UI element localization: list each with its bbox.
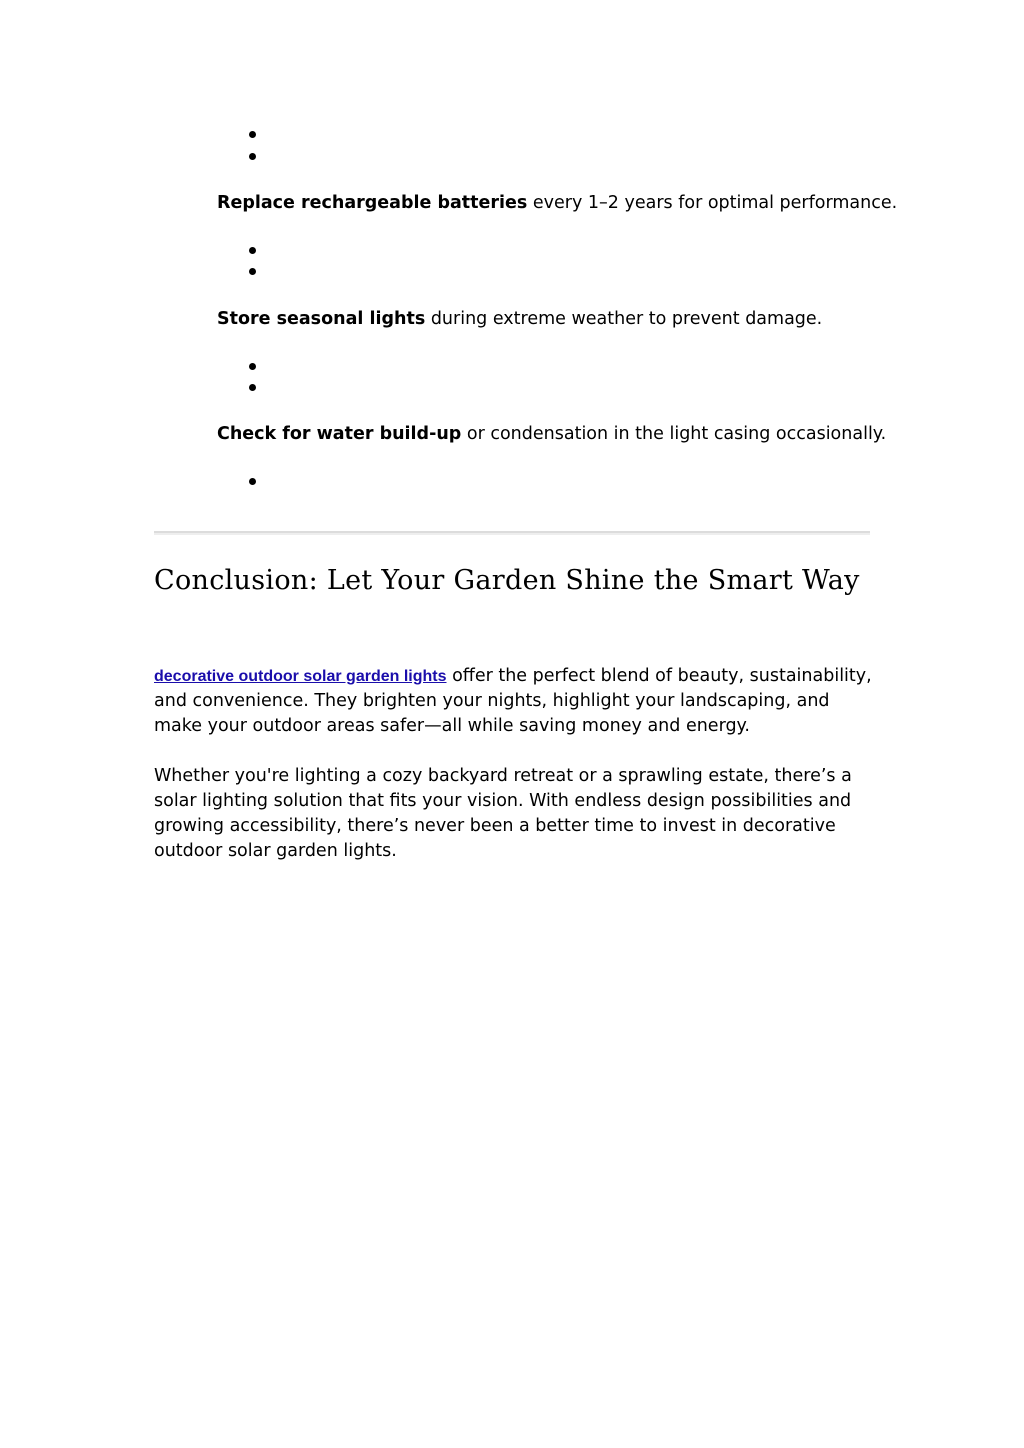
conclusion-paragraph-2: Whether you're lighting a cozy backyard retreat or a sprawling estate, there’s a solar lighting solution that fits your vision. With endless design possibilities and growing accessibility, there’s never been a better time to invest in decorative outdoor solar garden lights. (154, 766, 852, 861)
tip-bold-label: Store seasonal lights (217, 309, 426, 329)
list-bullet (249, 268, 256, 275)
tip-bold-label: Replace rechargeable batteries (217, 193, 528, 213)
tip-text: every 1–2 years for optimal performance. (527, 193, 898, 213)
tip-battery-replacement (217, 191, 897, 215)
tip-text: during extreme weather to prevent damage. (425, 309, 823, 329)
list-bullet (249, 153, 256, 160)
tip-seasonal-storage (217, 307, 822, 331)
solar-lights-link[interactable]: decorative outdoor solar garden lights (154, 668, 447, 685)
tip-water-check (217, 422, 886, 446)
section-divider (154, 531, 870, 535)
list-bullet (249, 131, 256, 138)
paragraph-text: offer the perfect blend of beauty, sustainability, and convenience. They brighten your nights, highlight your landscaping, and make your outdoor areas safer—all while saving money and energy. (154, 666, 872, 736)
list-bullet (249, 478, 256, 485)
list-bullet (249, 247, 256, 254)
tip-text: or condensation in the light casing occasionally. (461, 424, 887, 444)
tip-bold-label: Check for water build-up (217, 424, 462, 444)
conclusion-heading: Conclusion: Let Your Garden Shine the Smart Way (154, 565, 860, 596)
list-bullet (249, 384, 256, 391)
list-bullet (249, 363, 256, 370)
conclusion-paragraph-1 (154, 664, 874, 739)
